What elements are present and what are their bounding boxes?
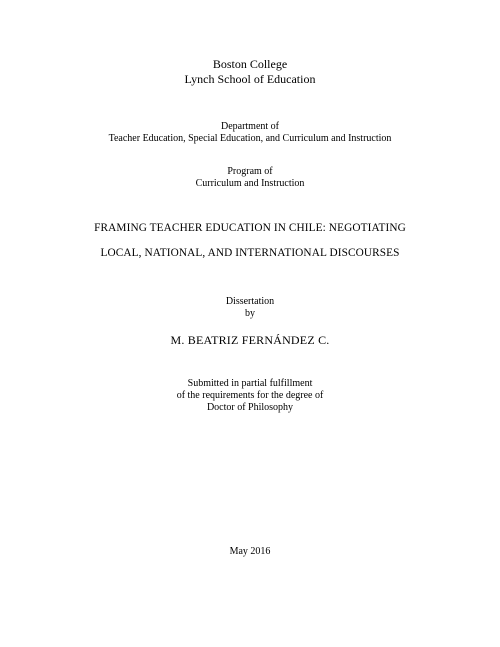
school-name: Lynch School of Education — [184, 72, 316, 86]
document-type: Dissertation — [225, 296, 275, 307]
program-label: Program of — [227, 166, 273, 177]
submission-date: May 2016 — [229, 546, 271, 557]
by-label: by — [245, 308, 255, 319]
degree-name: Doctor of Philosophy — [206, 402, 294, 413]
submission-line-2: of the requirements for the degree of — [176, 390, 324, 401]
department-label: Department of — [220, 121, 280, 132]
institution-name: Boston College — [212, 57, 288, 71]
submission-line-1: Submitted in partial fulfillment — [187, 378, 313, 389]
department-name: Teacher Education, Special Education, and Curriculum and Instruction — [108, 133, 392, 144]
dissertation-title-line-2: LOCAL, NATIONAL, AND INTERNATIONAL DISCOURSES — [100, 247, 400, 259]
program-name: Curriculum and Instruction — [195, 178, 305, 189]
author-name: M. BEATRIZ FERNÁNDEZ C. — [170, 333, 330, 347]
dissertation-title-line-1: FRAMING TEACHER EDUCATION IN CHILE: NEGOTIATING — [94, 222, 406, 234]
